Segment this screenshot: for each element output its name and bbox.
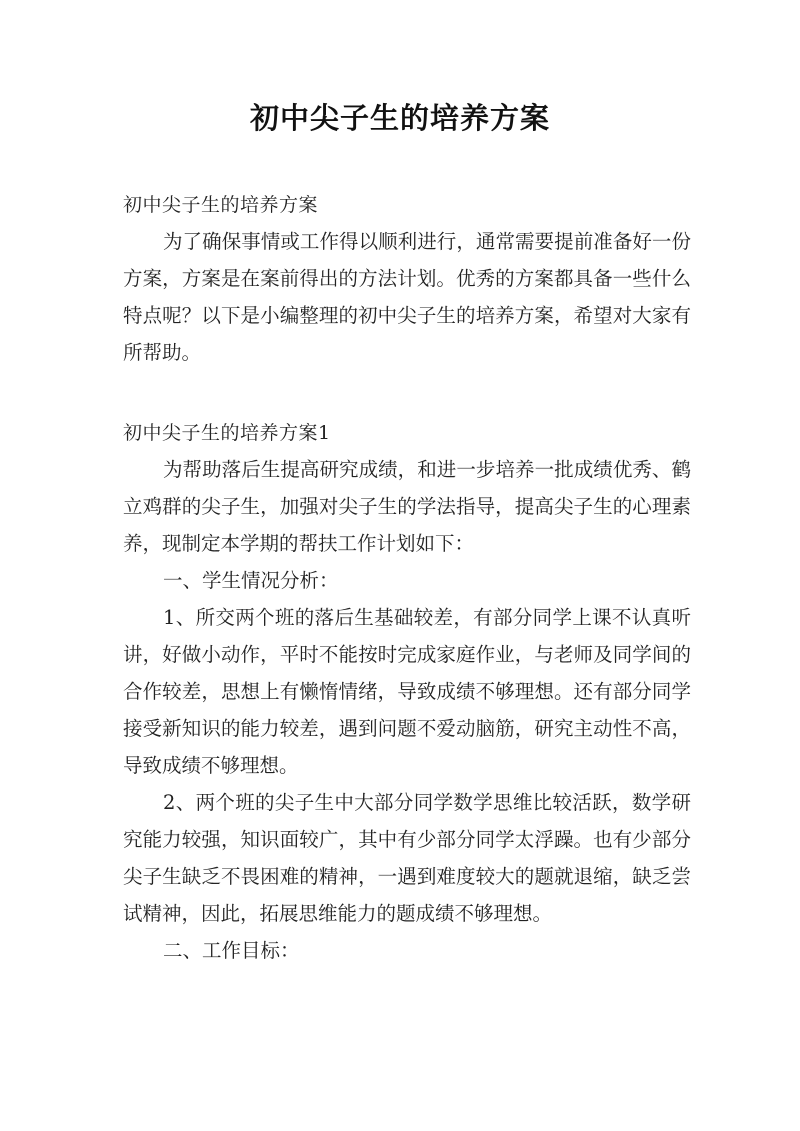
intro-section [123,223,691,371]
intro-heading: 初中尖子生的培养方案 [123,194,319,216]
section1-paragraph: 为帮助落后生提高研究成绩，和进一步培养一批成绩优秀、鹤立鸡群的尖子生，加强对尖子生的学法指导，提高尖子生的心理素养，现制定本学期的帮扶工作计划如下： [123,458,691,555]
intro-paragraph: 为了确保事情或工作得以顺利进行，通常需要提前准备好一份方案，方案是在案前得出的方法计划。优秀的方案都具备一些什么特点呢？以下是小编整理的初中尖子生的培养方案，希望对大家有所帮助。 [123,230,691,364]
section1-subheading: 二、工作目标： [163,939,300,962]
section1-subheading: 一、学生情况分析： [163,569,339,592]
section1-body [123,451,691,969]
section1-paragraph: 1、所交两个班的落后生基础较差，有部分同学上课不认真听讲，好做小动作，平时不能按时完成家庭作业，与老师及同学间的合作较差，思想上有懒惰情绪，导致成绩不够理想。还有部分同学接受新知识的能力较差，遇到问题不爱动脑筋，研究主动性不高，导致成绩不够理想。 [123,606,691,777]
document-title: 初中尖子生的培养方案 [249,101,550,135]
section1-heading: 初中尖子生的培养方案1 [123,422,331,444]
section1-paragraph: 2、两个班的尖子生中大部分同学数学思维比较活跃，数学研究能力较强，知识面较广，其中有少部分同学太浮躁。也有少部分尖子生缺乏不畏困难的精神，一遇到难度较大的题就退缩，缺乏尝试精神，因此，拓展思维能力的题成绩不够理想。 [123,791,691,925]
